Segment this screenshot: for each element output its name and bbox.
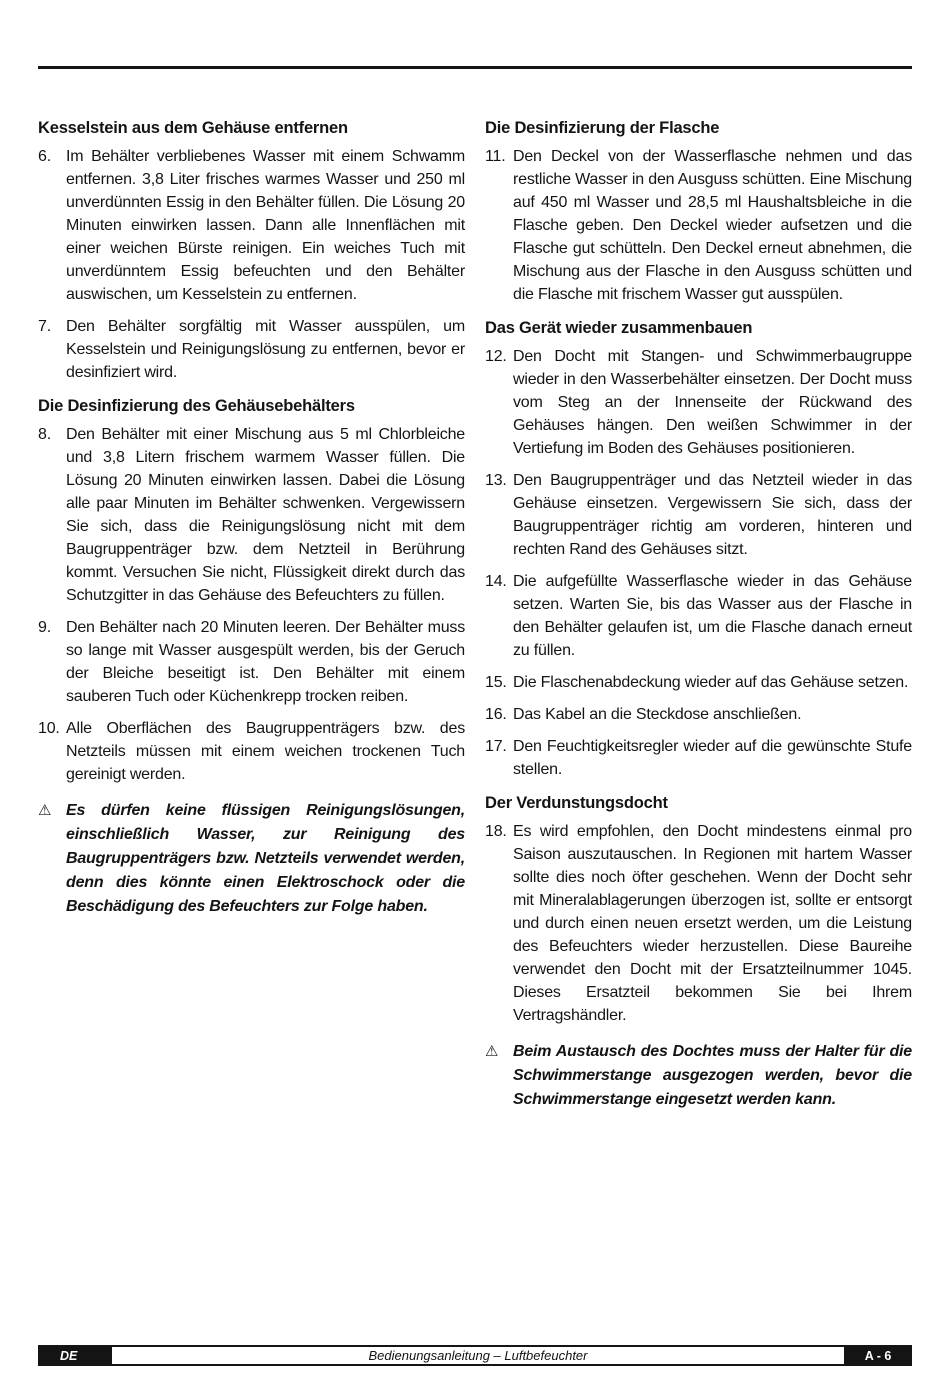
item-number: 12. xyxy=(485,348,507,365)
item-number: 14. xyxy=(485,573,507,590)
item-text: Den Behälter nach 20 Minuten leeren. Der Behälter muss so lange mit Wasser ausgespült werden, bis der Geruch der Bleiche beseitigt ist. Den Behälter mit einem sauberen Tuch oder Küchenkrepp trocken reiben. xyxy=(66,619,465,705)
item-text: Die aufgefüllte Wasserflasche wieder in das Gehäuse setzen. Warten Sie, bis das Wasser aus der Flasche in den Behälter gelaufen ist, um die Flasche danach erneut zu füllen. xyxy=(513,573,912,659)
item-text: Im Behälter verbliebenes Wasser mit einem Schwamm entfernen. 3,8 Liter frisches warmes Wasser und 250 ml unverdünnten Essig in den Behälter füllen. Die Lösung 20 Minuten einwirken lassen. Dann alle Innenflächen mit einer weichen Bürste reinigen. Ein weiches Tuch mit unverdünntem Essig befeuchten und den Behälter auswischen, um Kesselstein zu entfernen. xyxy=(66,148,465,303)
section-heading: Die Desinfizierung der Flasche xyxy=(485,119,720,137)
list-item xyxy=(38,423,465,607)
item-number: 9. xyxy=(38,619,51,636)
warning-note xyxy=(38,799,465,919)
item-text: Den Baugruppenträger und das Netzteil wieder in das Gehäuse einsetzen. Vergewissern Sie sich, dass der Baugruppenträger richtig am vorderen, hinteren und rechten Rand des Gehäuses sitzt. xyxy=(513,472,912,558)
section-heading: Kesselstein aus dem Gehäuse entfernen xyxy=(38,119,348,137)
list-item xyxy=(485,735,912,781)
item-number: 16. xyxy=(485,706,507,723)
warning-text: Es dürfen keine flüssigen Reinigungslösungen, einschließlich Wasser, zur Reinigung des Baugruppenträgers bzw. Netzteils verwendet werden, denn dies könnte einen Elektroschock oder die Beschädigung des Befeuchters zur Folge haben. xyxy=(66,802,465,915)
list-item xyxy=(38,616,465,708)
list-item xyxy=(485,820,912,1027)
section-heading: Die Desinfizierung des Gehäusebehälters xyxy=(38,397,355,415)
warning-text: Beim Austausch des Dochtes muss der Halter für die Schwimmerstange ausgezogen werden, bevor die Schwimmerstange eingesetzt werden kann. xyxy=(513,1043,912,1108)
column-right xyxy=(485,119,912,1121)
list-item xyxy=(485,145,912,306)
list-item xyxy=(38,315,465,384)
section-heading: Das Gerät wieder zusammenbauen xyxy=(485,319,753,337)
item-number: 10. xyxy=(38,720,60,737)
warning-icon: ⚠ xyxy=(485,1043,499,1060)
page-number-badge: A - 6 xyxy=(844,1347,912,1364)
language-badge: DE xyxy=(38,1347,112,1364)
item-text: Alle Oberflächen des Baugruppenträgers bzw. des Netzteils müssen mit einem weichen trockenen Tuch gereinigt werden. xyxy=(66,720,465,783)
list-item xyxy=(485,345,912,460)
warning-note xyxy=(485,1040,912,1112)
column-left xyxy=(38,119,465,1121)
content-columns xyxy=(38,119,912,1121)
footer-document-title: Bedienungsanleitung – Luftbefeuchter xyxy=(368,1348,588,1363)
item-text: Es wird empfohlen, den Docht mindestens einmal pro Saison auszutauschen. In Regionen mit hartem Wasser sollte dies noch öfter geschehen. Wenn der Docht sehr mit Mineralablagerungen überzogen ist, sollte er entsorgt und durch einen neuen ersetzt werden, um die Leistung des Befeuchters wieder herzustellen. Diese Baureihe verwendet den Docht mit der Ersatzteilnummer 1045. Dieses Ersatzteil bekommen Sie bei Ihrem Vertragshändler. xyxy=(513,823,912,1024)
section-heading: Der Verdunstungsdocht xyxy=(485,794,668,812)
item-number: 13. xyxy=(485,472,507,489)
item-text: Das Kabel an die Steckdose anschließen. xyxy=(513,706,802,723)
item-number: 15. xyxy=(485,674,507,691)
item-text: Den Deckel von der Wasserflasche nehmen und das restliche Wasser in den Ausguss schütten. Eine Mischung auf 450 ml Wasser und 28,5 ml Haushaltsbleiche in die Flasche geben. Den Deckel wieder aufsetzen und die Flasche gut schütteln. Den Deckel erneut abnehmen, die Mischung aus der Flasche in den Ausguss schütten und die Flasche mit frischem Wasser gut ausspülen. xyxy=(513,148,912,303)
item-number: 6. xyxy=(38,148,51,165)
item-number: 7. xyxy=(38,318,51,335)
list-item xyxy=(38,145,465,306)
item-number: 17. xyxy=(485,738,507,755)
item-text: Die Flaschenabdeckung wieder auf das Gehäuse setzen. xyxy=(513,674,909,691)
list-item xyxy=(485,671,912,694)
warning-icon: ⚠ xyxy=(38,802,52,819)
item-text: Den Docht mit Stangen- und Schwimmerbaugruppe wieder in den Wasserbehälter einsetzen. Der Docht muss vom Steg an der Innenseite der Rückwand des Gehäuses hängen. Den weißen Schwimmer in der Vertiefung im Boden des Gehäuses positionieren. xyxy=(513,348,912,457)
item-number: 11. xyxy=(485,148,506,165)
item-number: 8. xyxy=(38,426,51,443)
item-text: Den Behälter sorgfältig mit Wasser ausspülen, um Kesselstein und Reinigungslösung zu entfernen, bevor er desinfiziert wird. xyxy=(66,318,465,381)
list-item xyxy=(485,570,912,662)
item-text: Den Feuchtigkeitsregler wieder auf die gewünschte Stufe stellen. xyxy=(513,738,912,778)
list-item xyxy=(485,703,912,726)
list-item xyxy=(38,717,465,786)
top-rule xyxy=(38,66,912,69)
page-footer xyxy=(38,1345,912,1366)
item-number: 18. xyxy=(485,823,507,840)
list-item xyxy=(485,469,912,561)
item-text: Den Behälter mit einer Mischung aus 5 ml Chlorbleiche und 3,8 Litern frischem warmem Wasser füllen. Die Lösung 20 Minuten einwirken lassen. Dabei die Lösung alle paar Minuten im Behälter schwenken. Vergewissern Sie sich, dass die Reinigungslösung nicht mit dem Baugruppenträger bzw. dem Netzteil in Berührung kommt. Versuchen Sie nicht, Flüssigkeit direkt durch das Schutzgitter in das Gehäuse des Befeuchters zu füllen. xyxy=(66,426,465,604)
